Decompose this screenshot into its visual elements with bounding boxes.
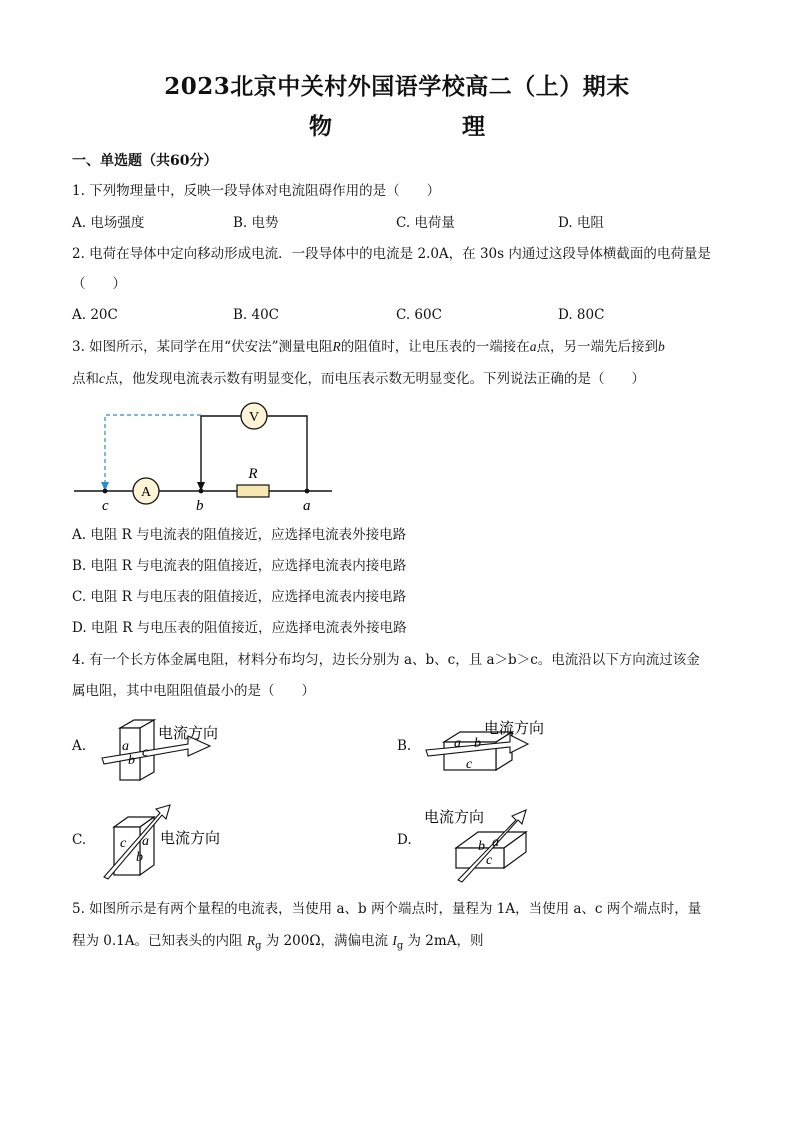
edge-a-label: a: [142, 834, 149, 849]
edge-b-label: b: [478, 839, 485, 854]
q5-symbol-R-subscript: g: [255, 940, 262, 952]
q2-option-b: B. 40C: [233, 307, 280, 323]
edge-b-label: b: [474, 736, 481, 751]
edge-b-label: b: [136, 850, 143, 865]
q4-figure-c: [98, 803, 248, 881]
voltmeter-left-wire: [201, 416, 241, 491]
question-5-stem-line2: [72, 931, 483, 957]
q3-text-part: 点和: [72, 371, 99, 387]
resistor-label: R: [248, 466, 258, 482]
point-c-dot: [103, 489, 108, 494]
subject-heading: 物 理: [309, 113, 513, 140]
edge-c-label: c: [120, 836, 127, 851]
edge-c-label: c: [466, 757, 473, 772]
q3-symbol-b: b: [657, 339, 665, 354]
question-1-stem: 1. 下列物理量中，反映一段导体对电流阻碍作用的是（ ）: [72, 183, 441, 199]
q5-text-part: 为 200Ω，满偏电流: [261, 933, 393, 949]
edge-b-label: b: [128, 753, 135, 768]
q4-option-c-letter: C.: [72, 832, 87, 848]
q4-figure-d: [420, 800, 580, 884]
q2-option-d: D. 80C: [558, 307, 605, 323]
q4-option-a-letter: A.: [72, 738, 87, 754]
ammeter-label: A: [140, 485, 152, 500]
q3-text-part: 的阻值时，让电压表的一端接在: [340, 339, 530, 355]
question-5-stem-line1: 5. 如图所示是有两个量程的电流表，当使用 a、b 两个端点时，量程为 1A，当使用 a、c 两个端点时，量: [72, 901, 702, 917]
q3-text-part: 点，他发现电流表示数有明显变化，而电压表示数无明显变化。下列说法正确的是（ ）: [105, 371, 645, 387]
question-4-stem-line2: 属电阻，其中电阻阻值最小的是（ ）: [72, 683, 315, 699]
q3-option-d: D. 电阻 R 与电压表的阻值接近，应选择电流表外接电路: [72, 620, 407, 636]
q1-option-b: B. 电势: [233, 215, 279, 231]
q5-symbol-R: R: [246, 933, 256, 948]
point-c-label: c: [102, 498, 109, 514]
question-3-stem-line1: [72, 337, 665, 357]
voltmeter-label: V: [248, 410, 260, 425]
q5-symbol-I-subscript: g: [396, 940, 404, 952]
q3-option-a: A. 电阻 R 与电流表的阻值接近，应选择电流表外接电路: [72, 527, 407, 543]
point-b-label: b: [196, 498, 204, 514]
edge-a-label: a: [122, 739, 129, 754]
point-b-dot: [199, 489, 204, 494]
question-2-stem-line1: 2. 电荷在导体中定向移动形成电流．一段导体中的电流是 2.0A，在 30s 内通过这段导体横截面的电荷量是: [72, 246, 711, 262]
point-a-dot: [305, 489, 310, 494]
question-3-stem-line2: [72, 369, 645, 389]
current-direction-label: 电流方向: [484, 721, 545, 737]
q3-option-c: C. 电阻 R 与电压表的阻值接近，应选择电流表内接电路: [72, 589, 407, 605]
edge-a-label: a: [454, 736, 461, 751]
q3-symbol-R: R: [332, 339, 341, 354]
q4-option-b-letter: B.: [397, 738, 412, 754]
current-direction-label: 电流方向: [158, 726, 219, 742]
dashed-wire: [105, 415, 201, 485]
current-direction-label: 电流方向: [424, 810, 485, 826]
q1-option-d: D. 电阻: [558, 215, 604, 231]
q3-option-b: B. 电阻 R 与电流表的阻值接近，应选择电流表内接电路: [72, 558, 407, 574]
q5-symbol-I: I: [392, 933, 397, 948]
q4-figure-b: [424, 716, 574, 778]
question-2-stem-line2: （ ）: [72, 276, 126, 292]
q5-text-part: 程为 0.1A。已知表头的内阻: [72, 933, 247, 949]
q3-circuit-diagram: [70, 400, 340, 518]
q3-text-part: 3. 如图所示，某同学在用“伏安法”测量电阻: [72, 339, 333, 355]
voltmeter-right-wire: [267, 416, 307, 491]
resistor-icon: [237, 485, 269, 497]
q5-text-part: 为 2mA，则: [403, 933, 484, 949]
question-4-stem-line1: 4. 有一个长方体金属电阻，材料分布均匀，边长分别为 a、b、c，且 a＞b＞c。电流沿以下方向流过该金: [72, 652, 700, 668]
q3-symbol-a: a: [529, 339, 537, 354]
edge-c-label: c: [142, 745, 149, 760]
q2-option-c: C. 60C: [396, 307, 442, 323]
edge-a-label: a: [492, 835, 499, 850]
point-a-label: a: [303, 498, 311, 514]
q4-option-d-letter: D.: [397, 832, 412, 848]
q1-option-c: C. 电荷量: [396, 215, 455, 231]
q2-option-a: A. 20C: [72, 307, 118, 323]
q3-symbol-c: c: [99, 371, 105, 386]
edge-c-label: c: [486, 853, 493, 868]
exam-title: 2023北京中关村外国语学校高二（上）期末: [164, 73, 630, 100]
current-direction-label: 电流方向: [160, 831, 221, 847]
q3-text-part: 点，另一端先后接到: [536, 339, 658, 355]
section-heading: 一、单选题（共60分）: [72, 153, 218, 169]
q4-figure-a: [98, 716, 248, 782]
q1-option-a: A. 电场强度: [72, 215, 145, 231]
